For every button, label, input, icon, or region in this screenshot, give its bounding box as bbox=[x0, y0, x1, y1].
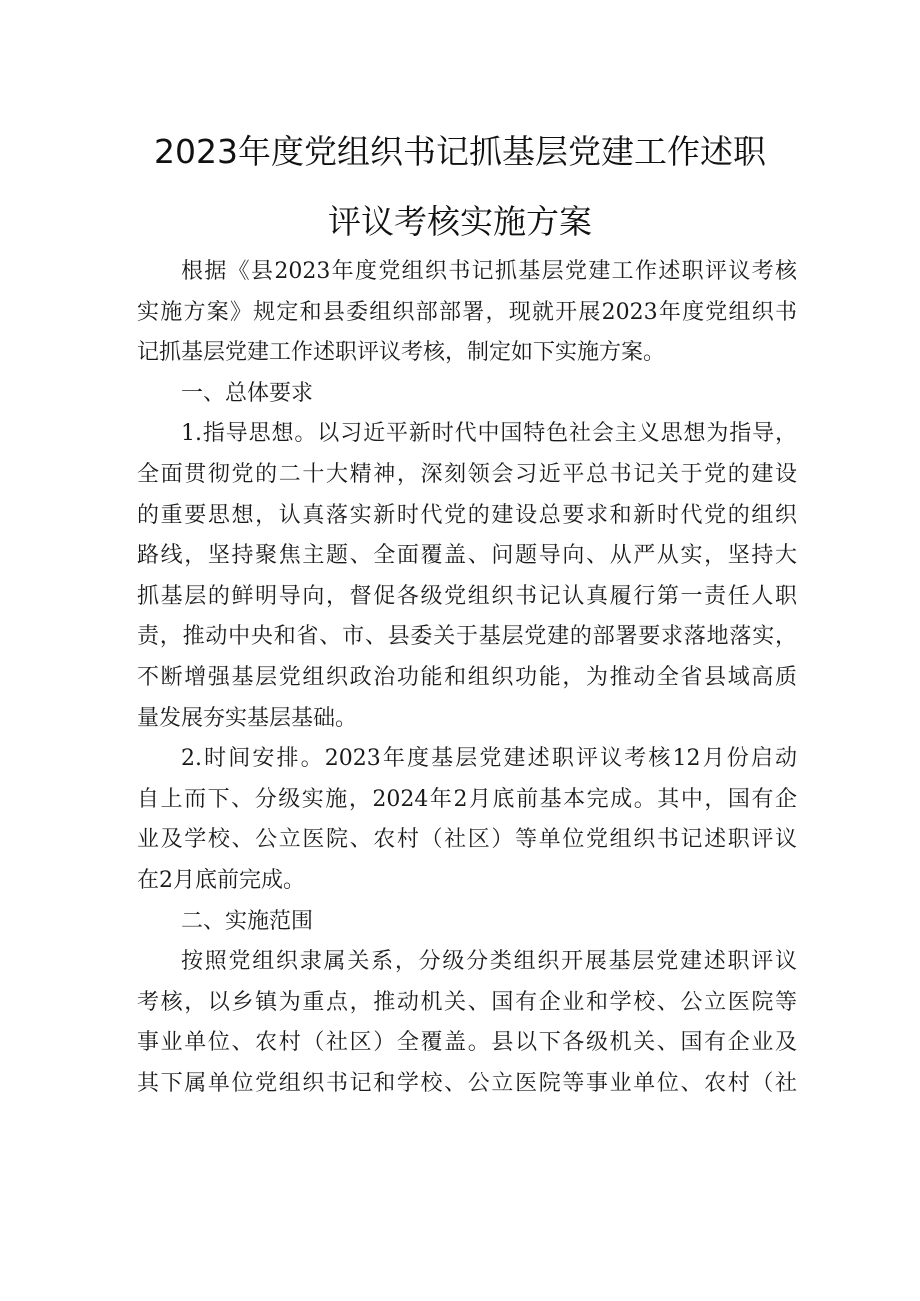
paragraph-line: 一、总体要求 bbox=[181, 380, 314, 406]
section-heading bbox=[137, 374, 797, 415]
paragraph bbox=[137, 414, 797, 739]
paragraph-line: 其下属单位党组织书记和学校、公立医院等事业单位、农村（社 bbox=[137, 1070, 797, 1096]
paragraph bbox=[137, 739, 797, 901]
paragraph-line: 在2月底前完成。 bbox=[137, 867, 305, 893]
paragraph bbox=[137, 252, 797, 374]
paragraph-line: 自上而下、分级实施，2024年2月底前基本完成。其中，国有企 bbox=[137, 786, 797, 812]
paragraph-line: 实施方案》规定和县委组织部部署，现就开展2023年度党组织书 bbox=[137, 299, 797, 325]
paragraph-line: 考核，以乡镇为重点，推动机关、国有企业和学校、公立医院等 bbox=[137, 989, 797, 1015]
paragraph-line: 量发展夯实基层基础。 bbox=[137, 705, 358, 731]
section-heading bbox=[137, 902, 797, 943]
document-body bbox=[137, 252, 797, 1104]
document-title-line-2: 评议考核实施方案 bbox=[328, 202, 592, 241]
paragraph-line: 的重要思想，认真落实新时代党的建设总要求和新时代党的组织 bbox=[137, 502, 797, 528]
paragraph-line: 按照党组织隶属关系，分级分类组织开展基层党建述职评议 bbox=[181, 949, 797, 975]
paragraph bbox=[137, 942, 797, 1104]
paragraph-line: 事业单位、农村（社区）全覆盖。县以下各级机关、国有企业及 bbox=[137, 1030, 797, 1056]
paragraph-line: 抓基层的鲜明导向，督促各级党组织书记认真履行第一责任人职 bbox=[137, 583, 797, 609]
paragraph-line: 全面贯彻党的二十大精神，深刻领会习近平总书记关于党的建设 bbox=[137, 461, 797, 487]
paragraph-line: 根据《县2023年度党组织书记抓基层党建工作述职评议考核 bbox=[181, 259, 797, 284]
paragraph-line: 业及学校、公立医院、农村（社区）等单位党组织书记述职评议 bbox=[137, 827, 797, 853]
document-title-line-1: 2023年度党组织书记抓基层党建工作述职 bbox=[154, 132, 766, 171]
paragraph-line: 不断增强基层党组织政治功能和组织功能，为推动全省县域高质 bbox=[137, 664, 797, 690]
paragraph-line: 路线，坚持聚焦主题、全面覆盖、问题导向、从严从实，坚持大 bbox=[137, 543, 797, 569]
paragraph-line: 记抓基层党建工作述职评议考核，制定如下实施方案。 bbox=[137, 340, 666, 366]
paragraph-line: 二、实施范围 bbox=[181, 908, 314, 934]
paragraph-line: 2.时间安排。2023年度基层党建述职评议考核12月份启动 bbox=[181, 746, 797, 772]
paragraph-line: 责，推动中央和省、市、县委关于基层党建的部署要求落地落实， bbox=[137, 624, 797, 650]
paragraph-line: 1.指导思想。以习近平新时代中国特色社会主义思想为指导， bbox=[181, 421, 797, 447]
